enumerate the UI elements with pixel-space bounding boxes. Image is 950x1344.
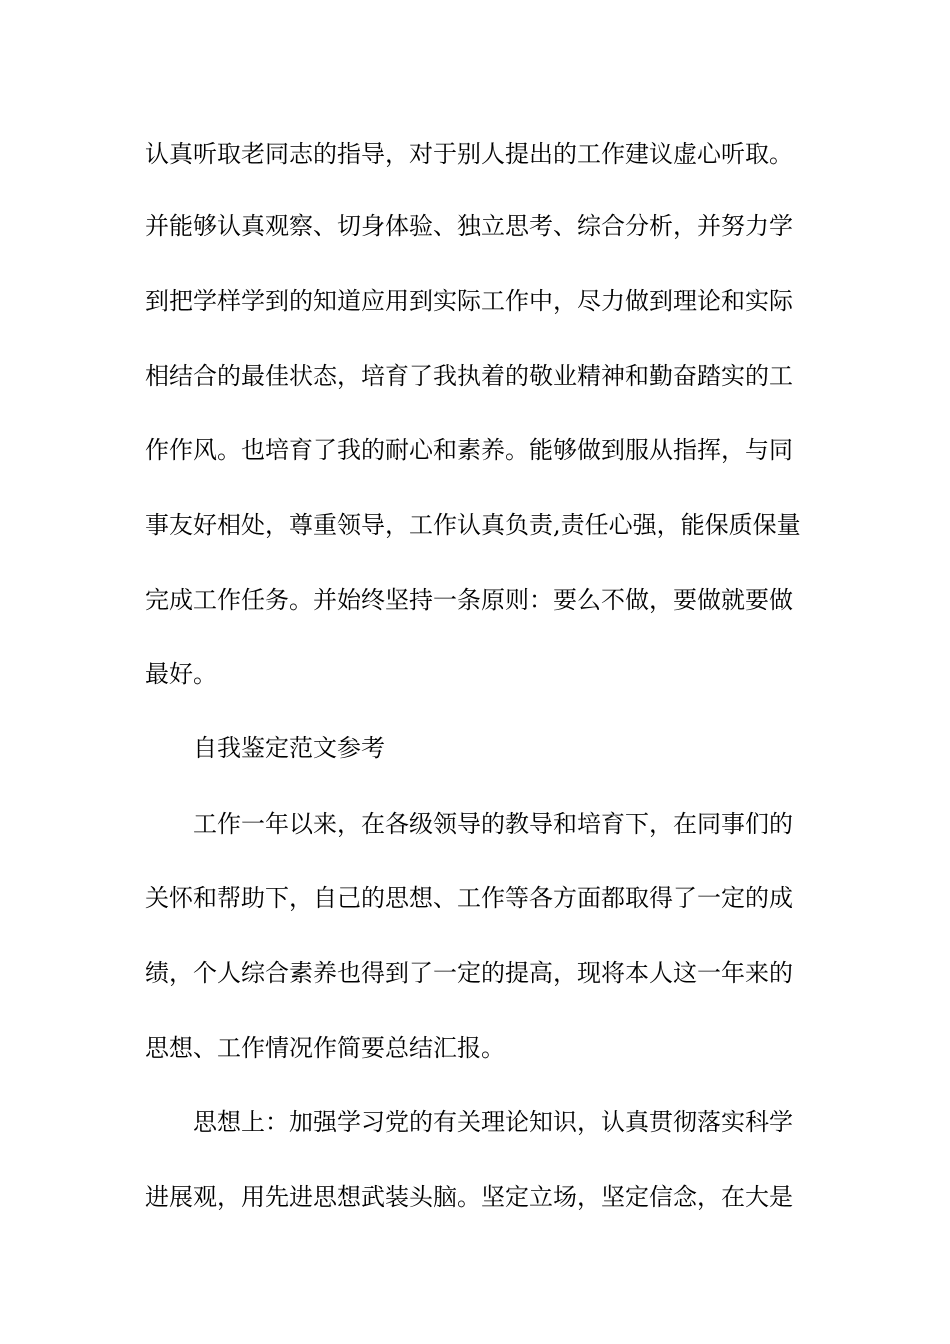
paragraph-line: 事友好相处，尊重领导，工作认真负责,责任心强，能保质保量 [145, 511, 801, 539]
paragraph-line: 作作风。也培育了我的耐心和素养。能够做到服从指挥，与同 [145, 436, 793, 464]
paragraph-line: 认真听取老同志的指导，对于别人提出的工作建议虚心听取。 [145, 140, 793, 168]
paragraph-line: 进展观，用先进思想武装头脑。坚定立场，坚定信念，在大是 [145, 1183, 793, 1211]
paragraph-line: 思想、工作情况作简要总结汇报。 [145, 1034, 505, 1062]
paragraph-line: 最好。 [145, 660, 217, 688]
paragraph-line: 关怀和帮助下，自己的思想、工作等各方面都取得了一定的成 [145, 884, 793, 912]
paragraph-line: 到把学样学到的知道应用到实际工作中，尽力做到理论和实际 [145, 287, 793, 315]
paragraph-line: 绩，个人综合素养也得到了一定的提高，现将本人这一年来的 [145, 959, 793, 987]
paragraph-line: 完成工作任务。并始终坚持一条原则：要么不做，要做就要做 [145, 586, 793, 614]
section-heading: 自我鉴定范文参考 [193, 734, 385, 762]
paragraph-line: 思想上：加强学习党的有关理论知识，认真贯彻落实科学 [193, 1108, 793, 1136]
paragraph-line: 工作一年以来，在各级领导的教导和培育下，在同事们的 [193, 810, 793, 838]
paragraph-line: 并能够认真观察、切身体验、独立思考、综合分析，并努力学 [145, 212, 793, 240]
paragraph-line: 相结合的最佳状态，培育了我执着的敬业精神和勤奋踏实的工 [145, 362, 793, 390]
